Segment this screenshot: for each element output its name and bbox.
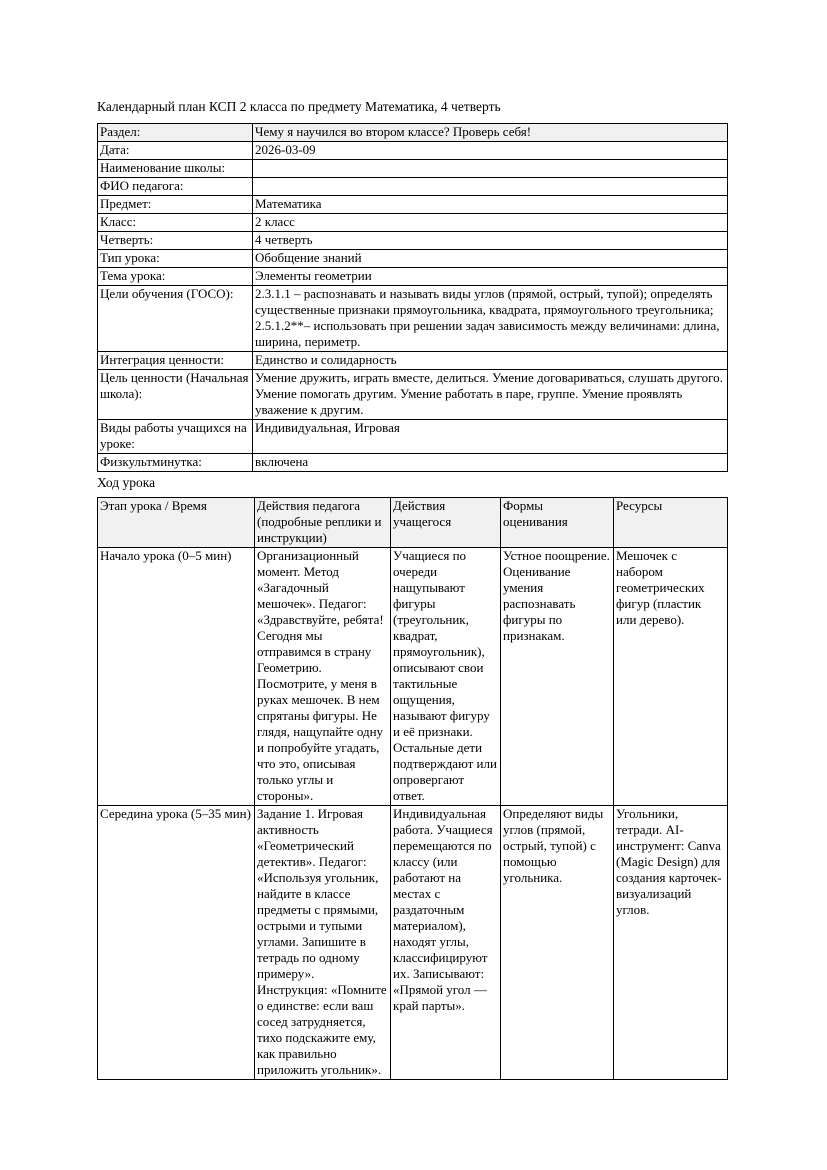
section-heading: Ход урока bbox=[97, 475, 156, 490]
lesson-cell-stage: Середина урока (5–35 мин) bbox=[98, 806, 255, 1080]
lesson-table bbox=[97, 497, 728, 1080]
info-row-label: ФИО педагога: bbox=[98, 178, 253, 196]
info-row-label: Цель ценности (Начальная школа): bbox=[98, 370, 253, 420]
info-row-label: Четверть: bbox=[98, 232, 253, 250]
lesson-cell-resources: Угольники, тетради. AI-инструмент: Canva (Magic Design) для создания карточек-визуализаций углов. bbox=[614, 806, 728, 1080]
info-row-label: Виды работы учащихся на уроке: bbox=[98, 420, 253, 454]
info-row-value: Умение дружить, играть вместе, делиться. Умение договариваться, слушать другого. Умение помогать другим. Умение работать в паре, группе. Умение проявлять уважение к другим. bbox=[253, 370, 728, 420]
info-row-value: Чему я научился во втором классе? Проверь себя! bbox=[253, 124, 728, 142]
lesson-column-header: Ресурсы bbox=[614, 498, 728, 548]
info-row-label: Дата: bbox=[98, 142, 253, 160]
info-row-value: 2.3.1.1 – распознавать и называть виды углов (прямой, острый, тупой); определять существенные признаки прямоугольника, квадрата, прямоугольного треугольника; 2.5.1.2**– использовать при решении задач зависимость между величинами: длина, ширина, периметр. bbox=[253, 286, 728, 352]
lesson-cell-assessment: Устное поощрение. Оценивание умения распознавать фигуры по признакам. bbox=[501, 548, 614, 806]
lesson-cell-student: Индивидуальная работа. Учащиеся перемещаются по классу (или работают на местах с раздаточным материалом), находят углы, классифицируют их. Записывают: «Прямой угол — край парты». bbox=[391, 806, 501, 1080]
info-row-label: Тема урока: bbox=[98, 268, 253, 286]
lesson-column-header: Действия учащегося bbox=[391, 498, 501, 548]
lesson-cell-teacher: Организационный момент. Метод «Загадочный мешочек». Педагог: «Здравствуйте, ребята! Сегодня мы отправимся в страну Геометрию. Посмотрите, у меня в руках мешочек. В нем спрятаны фигуры. Не глядя, нащупайте одну и попробуйте угадать, что это, описывая только углы и стороны». bbox=[255, 548, 391, 806]
info-row-label: Интеграция ценности: bbox=[98, 352, 253, 370]
info-table-row bbox=[98, 370, 728, 420]
info-row-value bbox=[253, 160, 728, 178]
info-row-label: Класс: bbox=[98, 214, 253, 232]
info-table-row bbox=[98, 178, 728, 196]
info-table-row bbox=[98, 352, 728, 370]
info-table-row bbox=[98, 232, 728, 250]
lesson-cell-assessment: Определяют виды углов (прямой, острый, тупой) с помощью угольника. bbox=[501, 806, 614, 1080]
info-table-row bbox=[98, 286, 728, 352]
info-table-row bbox=[98, 124, 728, 142]
info-row-label: Физкультминутка: bbox=[98, 454, 253, 472]
info-row-label: Предмет: bbox=[98, 196, 253, 214]
info-row-value bbox=[253, 178, 728, 196]
lesson-table-header-row bbox=[98, 498, 728, 548]
info-table-row bbox=[98, 196, 728, 214]
lesson-table-row bbox=[98, 806, 728, 1080]
info-row-label: Наименование школы: bbox=[98, 160, 253, 178]
info-table-row bbox=[98, 142, 728, 160]
info-row-value: 4 четверть bbox=[253, 232, 728, 250]
info-row-value: Обобщение знаний bbox=[253, 250, 728, 268]
lesson-column-header: Этап урока / Время bbox=[98, 498, 255, 548]
lesson-cell-resources: Мешочек с набором геометрических фигур (пластик или дерево). bbox=[614, 548, 728, 806]
info-row-value: 2026-03-09 bbox=[253, 142, 728, 160]
info-table-row bbox=[98, 454, 728, 472]
info-table-row bbox=[98, 420, 728, 454]
lesson-cell-student: Учащиеся по очереди нащупывают фигуры (треугольник, квадрат, прямоугольник), описывают свои тактильные ощущения, называют фигуру и её признаки. Остальные дети подтверждают или опровергают ответ. bbox=[391, 548, 501, 806]
info-row-value: Единство и солидарность bbox=[253, 352, 728, 370]
info-table-row bbox=[98, 250, 728, 268]
lesson-table-row bbox=[98, 548, 728, 806]
info-row-label: Тип урока: bbox=[98, 250, 253, 268]
info-row-value: Математика bbox=[253, 196, 728, 214]
info-table-row bbox=[98, 214, 728, 232]
info-table bbox=[97, 123, 728, 472]
info-row-label: Цели обучения (ГОСО): bbox=[98, 286, 253, 352]
info-row-value: Элементы геометрии bbox=[253, 268, 728, 286]
lesson-cell-teacher: Задание 1. Игровая активность «Геометрический детектив». Педагог: «Используя угольник, найдите в классе предметы с прямыми, острыми и тупыми углами. Запишите в тетрадь по одному примеру». Инструкция: «Помните о единстве: если ваш сосед затрудняется, тихо подскажите ему, как правильно приложить угольник». bbox=[255, 806, 391, 1080]
info-row-value: включена bbox=[253, 454, 728, 472]
info-table-row bbox=[98, 268, 728, 286]
lesson-column-header: Действия педагога (подробные реплики и инструкции) bbox=[255, 498, 391, 548]
info-row-value: 2 класс bbox=[253, 214, 728, 232]
info-table-row bbox=[98, 160, 728, 178]
lesson-cell-stage: Начало урока (0–5 мин) bbox=[98, 548, 255, 806]
info-row-value: Индивидуальная, Игровая bbox=[253, 420, 728, 454]
info-row-label: Раздел: bbox=[98, 124, 253, 142]
page-title: Календарный план КСП 2 класса по предмету Математика, 4 четверть bbox=[97, 99, 501, 114]
lesson-column-header: Формы оценивания bbox=[501, 498, 614, 548]
